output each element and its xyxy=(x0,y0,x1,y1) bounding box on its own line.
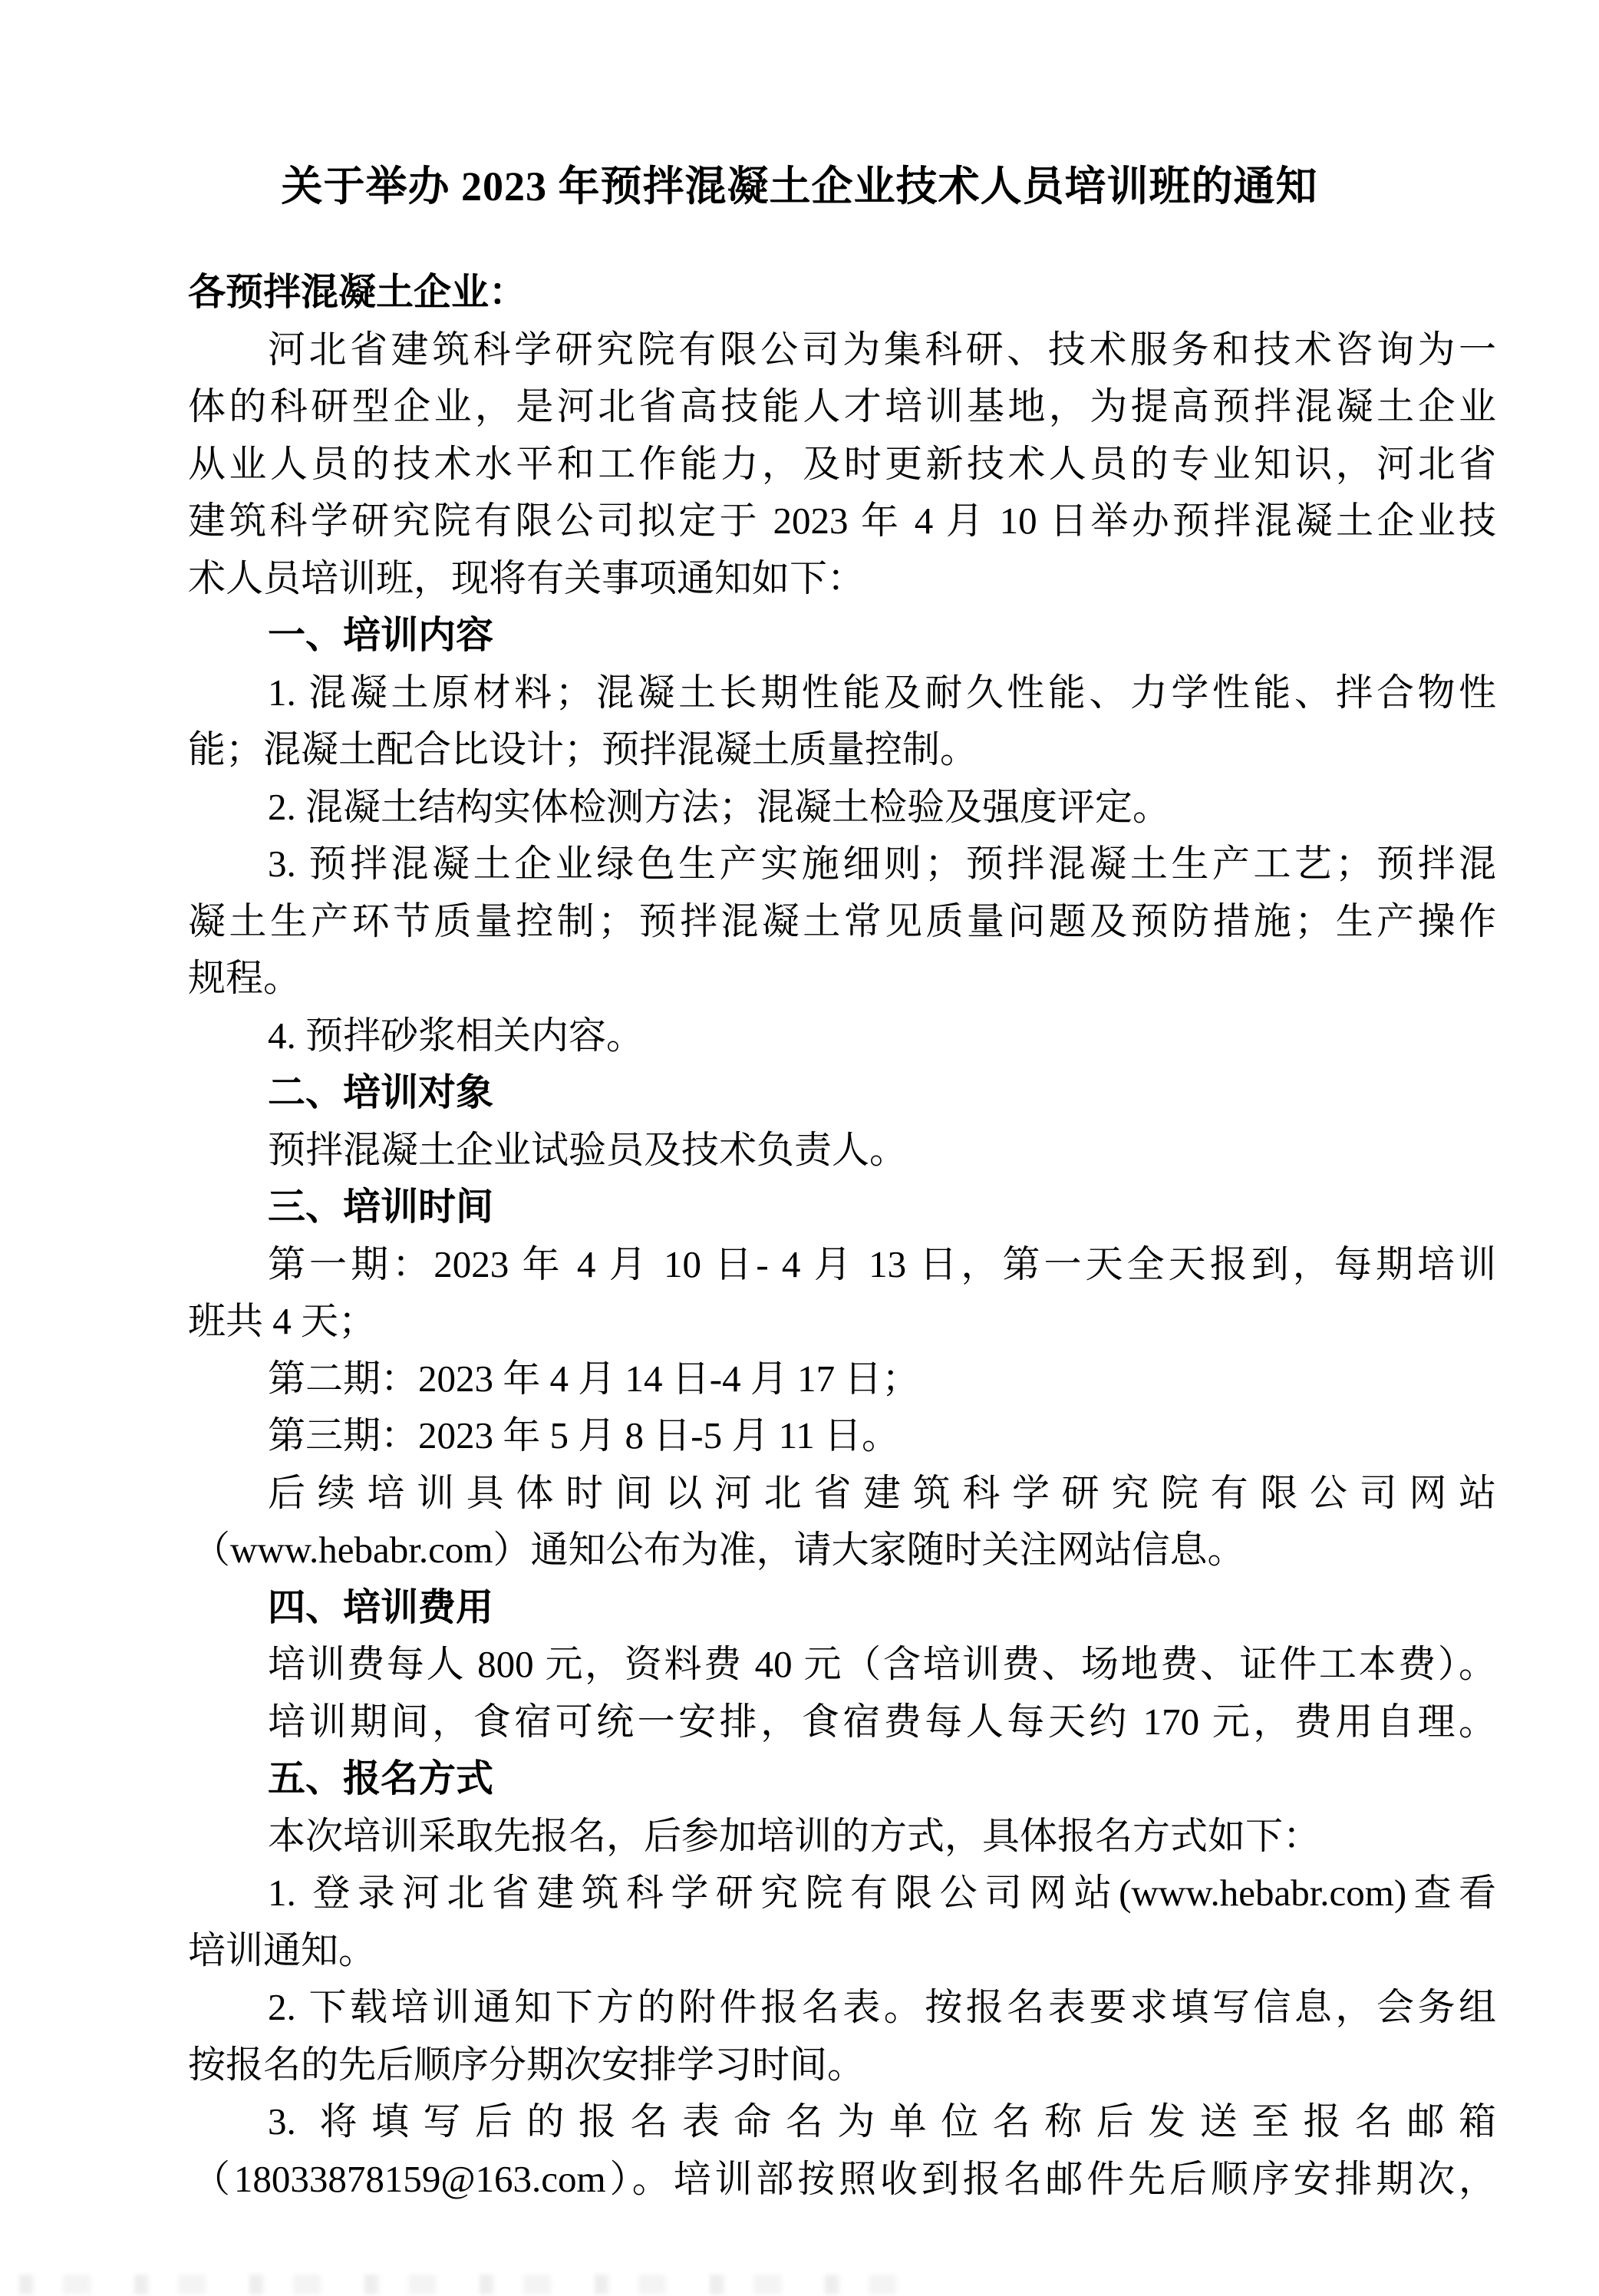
document-line: 培训期间，食宿可统一安排，食宿费每人每天约 170 元，费用自理。 xyxy=(268,1700,1496,1743)
document-line: 2. 下载培训通知下方的附件报名表。按报名表要求填写信息，会务组 xyxy=(268,1986,1496,2028)
document-line: 体的科研型企业，是河北省高技能人才培训基地，为提高预拌混凝土企业 xyxy=(188,385,1496,427)
document-line: 后续培训具体时间以河北省建筑科学研究院有限公司网站 xyxy=(268,1471,1496,1514)
document-line: 从业人员的技术水平和工作能力，及时更新技术人员的专业知识，河北省 xyxy=(188,442,1496,485)
salutation: 各预拌混凝土企业： xyxy=(188,271,527,313)
section-heading: 四、培训费用 xyxy=(268,1585,494,1628)
document-line: 2. 混凝土结构实体检测方法；混凝土检验及强度评定。 xyxy=(268,785,1171,828)
section-heading: 一、培训内容 xyxy=(268,614,494,656)
document-line: 培训费每人 800 元，资料费 40 元（含培训费、场地费、证件工本费）。 xyxy=(268,1643,1496,1685)
document-line: 3. 将填写后的报名表命名为单位名称后发送至报名邮箱 xyxy=(268,2100,1496,2143)
document-line: 第一期：2023 年 4 月 10 日- 4 月 13 日，第一天全天报到，每期培训 xyxy=(268,1242,1496,1285)
document-line: 第二期：2023 年 4 月 14 日-4 月 17 日； xyxy=(268,1357,920,1400)
section-heading: 三、培训时间 xyxy=(268,1186,494,1228)
document-title: 关于举办 2023 年预拌混凝土企业技术人员培训班的通知 xyxy=(281,163,1318,209)
document-line: 培训通知。 xyxy=(188,1928,377,1971)
document-line: 1. 登录河北省建筑科学研究院有限公司网站(www.hebabr.com)查看 xyxy=(268,1872,1496,1914)
scan-noise-artifact xyxy=(19,2275,909,2294)
document-line: 河北省建筑科学研究院有限公司为集科研、技术服务和技术咨询为一 xyxy=(268,328,1496,371)
section-heading: 五、报名方式 xyxy=(268,1757,494,1800)
document-line: （18033878159@163.com）。培训部按照收到报名邮件先后顺序安排期次， xyxy=(193,2157,1496,2200)
document-line: 规程。 xyxy=(188,957,302,999)
document-line: 建筑科学研究院有限公司拟定于 2023 年 4 月 10 日举办预拌混凝土企业技 xyxy=(188,500,1496,542)
section-heading: 二、培训对象 xyxy=(268,1071,494,1113)
document-line: 4. 预拌砂浆相关内容。 xyxy=(268,1014,645,1057)
document-line: （www.hebabr.com）通知公布为准，请大家随时关注网站信息。 xyxy=(193,1529,1245,1571)
document-line: 凝土生产环节质量控制；预拌混凝土常见质量问题及预防措施；生产操作 xyxy=(188,899,1496,942)
document-line: 第三期：2023 年 5 月 8 日-5 月 11 日。 xyxy=(268,1414,899,1456)
document-line: 能；混凝土配合比设计；预拌混凝土质量控制。 xyxy=(188,728,978,770)
document-line: 本次培训采取先报名，后参加培训的方式，具体报名方式如下： xyxy=(268,1814,1321,1857)
document-line: 按报名的先后顺序分期次安排学习时间。 xyxy=(188,2043,865,2086)
document-line: 术人员培训班，现将有关事项通知如下： xyxy=(188,556,865,599)
document-line: 1. 混凝土原材料；混凝土长期性能及耐久性能、力学性能、拌合物性 xyxy=(268,671,1496,714)
document-body xyxy=(188,264,1496,2208)
document-line: 3. 预拌混凝土企业绿色生产实施细则；预拌混凝土生产工艺；预拌混 xyxy=(268,843,1496,885)
document-line: 预拌混凝土企业试验员及技术负责人。 xyxy=(268,1128,908,1171)
document-line: 班共 4 天； xyxy=(188,1300,377,1342)
